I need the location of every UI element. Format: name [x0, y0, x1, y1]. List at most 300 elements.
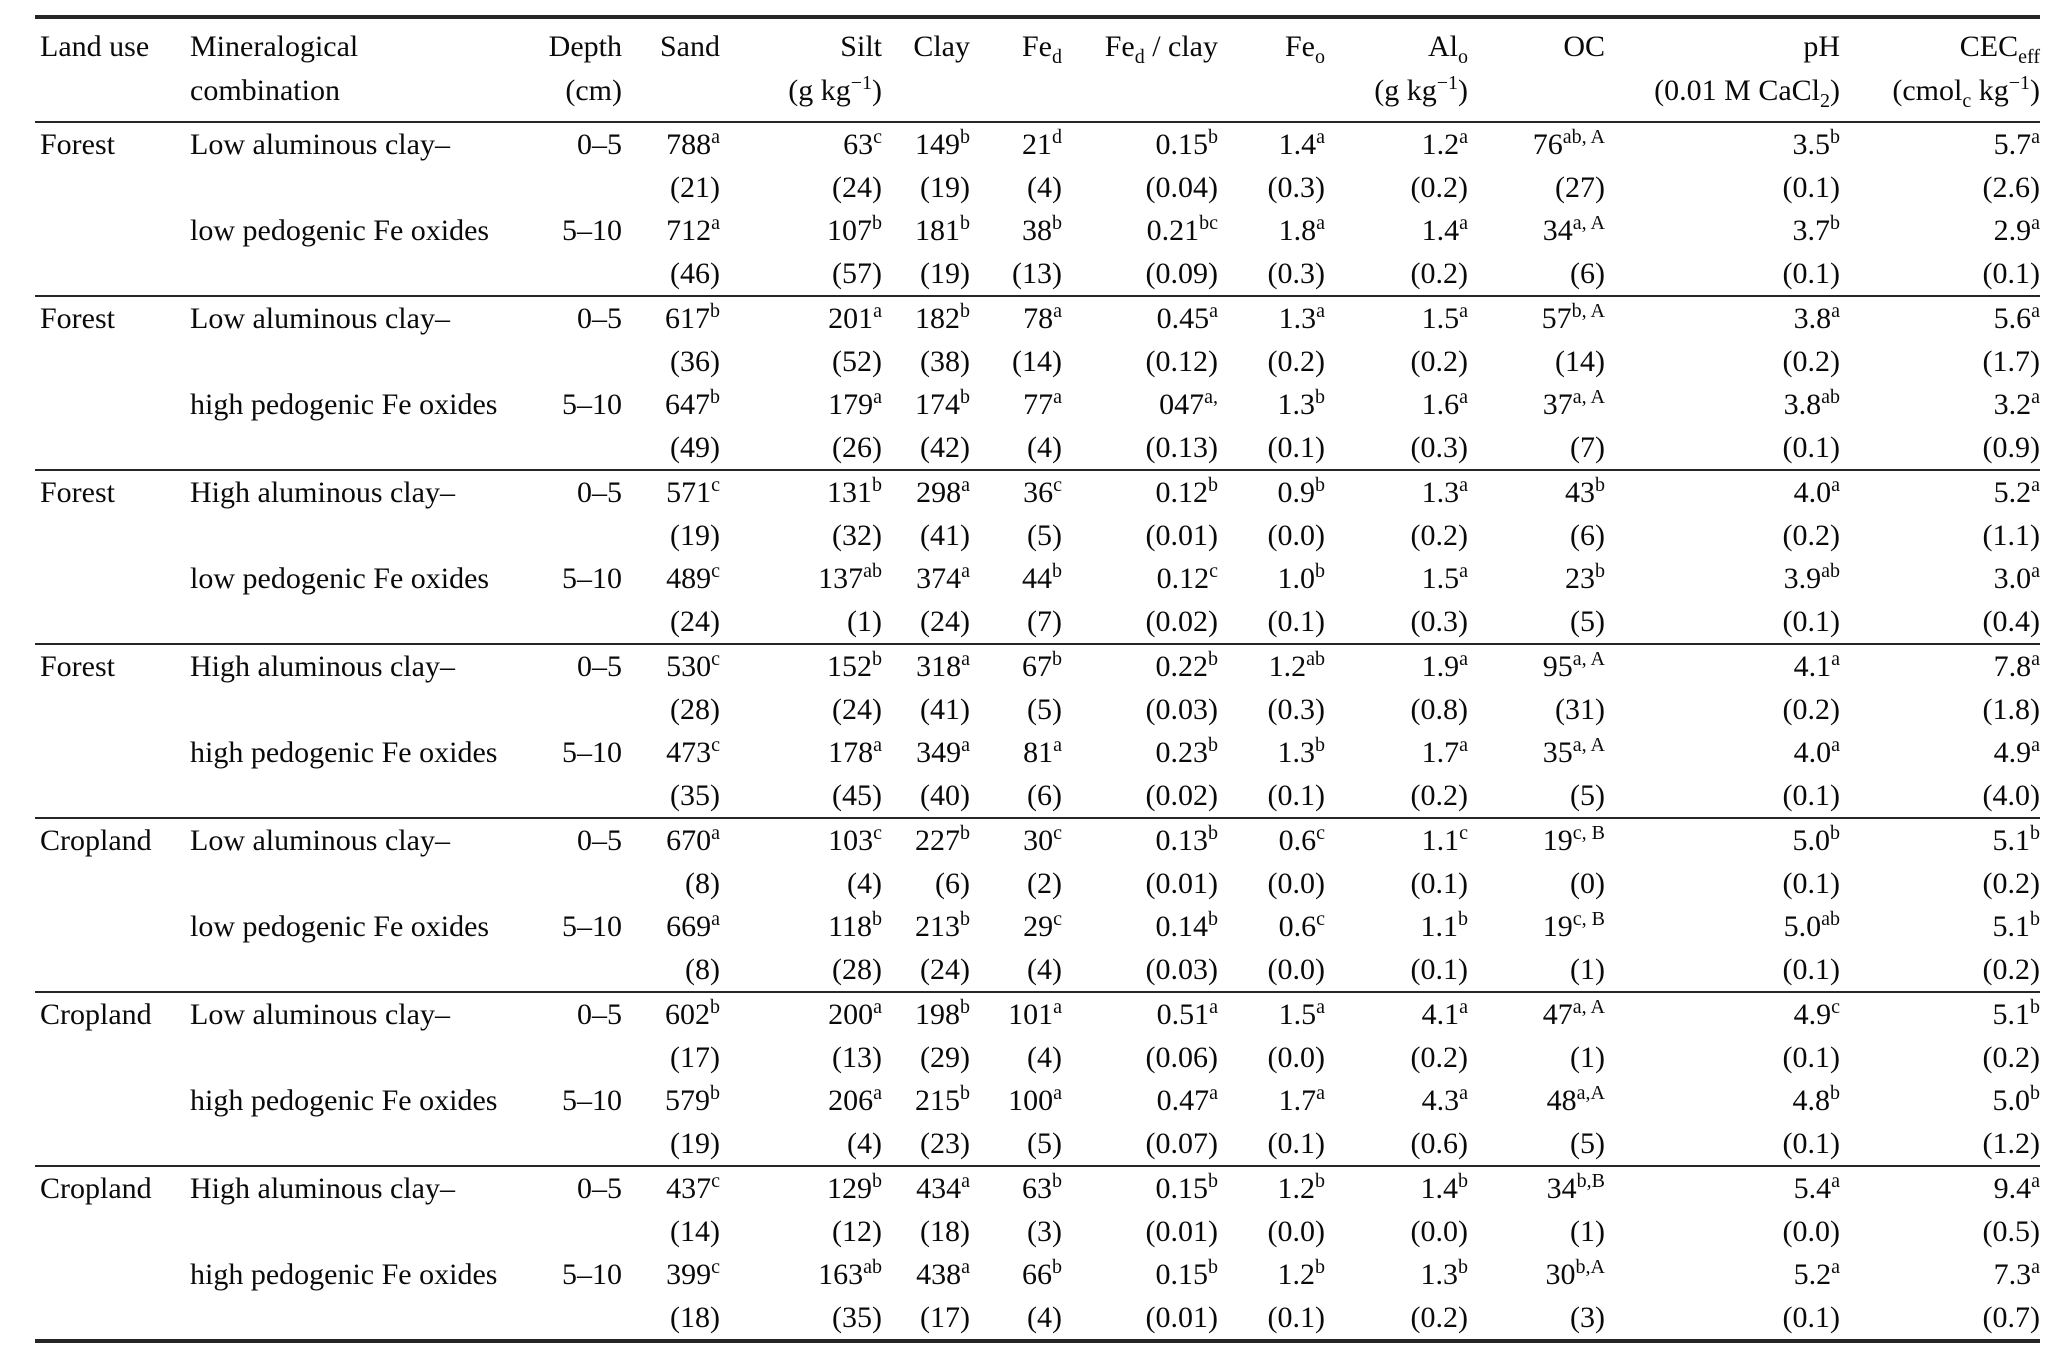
cell-fed-clay: (0.04) — [1145, 171, 1218, 204]
sd-row — [35, 774, 2040, 818]
cell-mineralogical-combination — [190, 688, 520, 731]
cell-depth — [520, 862, 622, 905]
cell-silt: (35) — [832, 1301, 882, 1334]
cell-oc: $34^{a, A}$ — [1542, 212, 1605, 247]
cell-mineralogical-combination — [190, 252, 520, 296]
cell-alo: 1.3$^b$ — [1420, 1256, 1468, 1291]
cell-cec: 9.4$^a$ — [1993, 1170, 2040, 1205]
cell-alo: (0.2) — [1410, 171, 1468, 204]
sd-row — [35, 948, 2040, 992]
cell-fed-clay: 0.45$^a$ — [1156, 300, 1218, 335]
cell-fed-clay: (0.01) — [1145, 1301, 1218, 1334]
cell-oc: (6) — [1570, 519, 1605, 552]
cell-depth: 5–10 — [562, 388, 622, 421]
cell-cec: 5.6$^a$ — [1993, 300, 2040, 335]
cell-feo: 1.2$^b$ — [1277, 1256, 1325, 1291]
cell-oc: (7) — [1570, 431, 1605, 464]
cell-ph: (0.1) — [1782, 431, 1840, 464]
cell-cec: (0.1) — [1982, 257, 2040, 290]
cell-silt: (45) — [832, 779, 882, 812]
cell-sand: (14) — [670, 1215, 720, 1248]
cell-alo: 4.3$^a$ — [1421, 1082, 1468, 1117]
cell-oc: $76^{ab, A}$ — [1532, 126, 1605, 161]
col-header-line1: $CEC_{eff}$ — [1959, 30, 2040, 68]
cell-fed: (5) — [1027, 693, 1062, 726]
cell-silt: 103$^c$ — [828, 822, 882, 857]
cell-mineralogical-combination — [190, 774, 520, 818]
cell-silt: $163^{ab}$ — [818, 1256, 882, 1291]
cell-cec: (0.4) — [1982, 605, 2040, 638]
cell-clay: 349$^a$ — [916, 734, 970, 769]
sd-row — [35, 1210, 2040, 1253]
mean-row — [35, 818, 2040, 862]
cell-clay: 182$^b$ — [915, 300, 970, 335]
cell-depth — [520, 340, 622, 383]
cell-sand: 489$^c$ — [666, 560, 720, 595]
cell-sand: (24) — [670, 605, 720, 638]
cell-oc: $30^{b,A}$ — [1545, 1256, 1605, 1291]
cell-fed-clay: 0.15$^b$ — [1155, 1256, 1218, 1291]
cell-silt: 179$^a$ — [828, 386, 882, 421]
cell-alo: 1.6$^a$ — [1421, 386, 1468, 421]
sd-row — [35, 166, 2040, 209]
sd-row — [35, 1122, 2040, 1166]
cell-clay: 149$^b$ — [915, 126, 970, 161]
cell-clay: (42) — [920, 431, 970, 464]
cell-mineralogical-combination — [190, 426, 520, 470]
cell-ph: 4.9$^c$ — [1793, 996, 1840, 1031]
cell-fed-clay: 0.15$^b$ — [1155, 126, 1218, 161]
cell-depth — [520, 1122, 622, 1166]
land-use-block — [35, 470, 2040, 644]
cell-cec: (0.9) — [1982, 431, 2040, 464]
cell-feo: 1.5$^a$ — [1278, 996, 1325, 1031]
cell-cec: (0.2) — [1982, 867, 2040, 900]
cell-depth: 0–5 — [577, 302, 622, 335]
cell-cec: 2.9$^a$ — [1993, 212, 2040, 247]
cell-oc: $19^{c, B}$ — [1542, 822, 1605, 857]
cell-alo: 1.2$^a$ — [1421, 126, 1468, 161]
cell-depth — [520, 688, 622, 731]
mean-row — [35, 557, 2040, 600]
cell-land-use — [35, 948, 190, 992]
col-header-cec — [1840, 17, 2040, 122]
cell-mineralogical-combination — [190, 340, 520, 383]
cell-land-use — [35, 731, 190, 774]
cell-feo: 1.7$^a$ — [1278, 1082, 1325, 1117]
col-header-line2 — [1218, 69, 1325, 113]
sd-row — [35, 1296, 2040, 1341]
cell-feo: 1.3$^b$ — [1277, 386, 1325, 421]
cell-feo: (0.1) — [1267, 605, 1325, 638]
cell-mineralogical-combination: high pedogenic Fe oxides — [190, 736, 498, 769]
cell-alo: 1.7$^a$ — [1421, 734, 1468, 769]
cell-sand: 437$^c$ — [666, 1170, 720, 1205]
cell-fed: 78$^a$ — [1023, 300, 1062, 335]
cell-silt: (12) — [832, 1215, 882, 1248]
cell-feo: 0.6$^c$ — [1278, 908, 1325, 943]
cell-fed-clay: 0.12$^b$ — [1155, 474, 1218, 509]
cell-ph: (0.2) — [1782, 345, 1840, 378]
cell-land-use — [35, 340, 190, 383]
cell-fed: 29$^c$ — [1023, 908, 1062, 943]
cell-fed-clay: (0.03) — [1145, 953, 1218, 986]
land-use-block — [35, 1166, 2040, 1341]
cell-ph: (0.1) — [1782, 1041, 1840, 1074]
col-header-line2 — [882, 69, 970, 113]
cell-oc: $34^{b,B}$ — [1546, 1170, 1605, 1205]
land-use-block — [35, 644, 2040, 818]
col-header-line1: $Al_o$ — [1428, 30, 1468, 68]
cell-land-use — [35, 383, 190, 426]
col-header-alo — [1325, 17, 1468, 122]
cell-fed: (4) — [1027, 1301, 1062, 1334]
cell-fed: (3) — [1027, 1215, 1062, 1248]
col-header-line2: combination — [190, 74, 340, 107]
sd-row — [35, 600, 2040, 644]
cell-alo: (0.2) — [1410, 345, 1468, 378]
cell-fed: 30$^c$ — [1023, 822, 1062, 857]
cell-fed-clay: 0.14$^b$ — [1155, 908, 1218, 943]
cell-alo: (0.1) — [1410, 867, 1468, 900]
cell-silt: 63$^c$ — [843, 126, 882, 161]
cell-mineralogical-combination: High aluminous clay– — [190, 476, 455, 509]
cell-depth: 5–10 — [562, 736, 622, 769]
cell-silt: 178$^a$ — [828, 734, 882, 769]
cell-cec: (1.8) — [1982, 693, 2040, 726]
cell-oc: $57^{b, A}$ — [1541, 300, 1605, 335]
cell-feo: 1.8$^a$ — [1278, 212, 1325, 247]
cell-sand: 571$^c$ — [666, 474, 720, 509]
cell-fed-clay: 0.13$^b$ — [1155, 822, 1218, 857]
cell-ph: 3.8$^a$ — [1793, 300, 1840, 335]
cell-sand: 669$^a$ — [666, 908, 720, 943]
cell-feo: 1.3$^a$ — [1278, 300, 1325, 335]
cell-alo: 1.4$^a$ — [1421, 212, 1468, 247]
col-header-sand — [622, 17, 720, 122]
cell-clay: (38) — [920, 345, 970, 378]
cell-ph: 5.2$^a$ — [1793, 1256, 1840, 1291]
cell-cec: 5.1$^b$ — [1992, 908, 2040, 943]
mean-row — [35, 209, 2040, 252]
cell-sand: (46) — [670, 257, 720, 290]
cell-oc: (6) — [1570, 257, 1605, 290]
cell-ph: (0.2) — [1782, 519, 1840, 552]
cell-clay: 181$^b$ — [915, 212, 970, 247]
col-header-line2 — [1468, 69, 1605, 113]
col-header-line1: $Fe_d$ — [1022, 30, 1062, 68]
cell-feo: (0.3) — [1267, 171, 1325, 204]
cell-fed-clay: (0.01) — [1145, 519, 1218, 552]
cell-fed: 38$^b$ — [1022, 212, 1062, 247]
cell-alo: (0.0) — [1410, 1215, 1468, 1248]
mean-row — [35, 122, 2040, 166]
cell-depth — [520, 774, 622, 818]
cell-land-use — [35, 862, 190, 905]
cell-fed: 63$^b$ — [1022, 1170, 1062, 1205]
cell-fed: (14) — [1012, 345, 1062, 378]
cell-sand: 647$^b$ — [665, 386, 720, 421]
mean-row — [35, 383, 2040, 426]
cell-cec: 7.8$^a$ — [1993, 648, 2040, 683]
mean-row — [35, 731, 2040, 774]
cell-depth: 0–5 — [577, 998, 622, 1031]
cell-sand: (18) — [670, 1301, 720, 1334]
cell-sand: 579$^b$ — [665, 1082, 720, 1117]
col-header-mineralogical-combination — [190, 17, 520, 122]
cell-clay: 227$^b$ — [915, 822, 970, 857]
cell-oc: 43$^b$ — [1565, 474, 1605, 509]
cell-oc: (14) — [1555, 345, 1605, 378]
land-use-block — [35, 122, 2040, 296]
cell-mineralogical-combination: low pedogenic Fe oxides — [190, 562, 490, 595]
cell-sand: 788$^a$ — [666, 126, 720, 161]
cell-fed: (7) — [1027, 605, 1062, 638]
cell-depth — [520, 166, 622, 209]
cell-mineralogical-combination — [190, 1036, 520, 1079]
cell-sand: (8) — [685, 867, 720, 900]
cell-feo: (0.1) — [1267, 1127, 1325, 1160]
cell-clay: 198$^b$ — [915, 996, 970, 1031]
cell-ph: 3.8$^{ab}$ — [1783, 386, 1840, 421]
cell-ph: 3.7$^b$ — [1792, 212, 1840, 247]
cell-ph: (0.1) — [1782, 171, 1840, 204]
cell-clay: 438$^a$ — [916, 1256, 970, 1291]
cell-fed-clay: (0.07) — [1145, 1127, 1218, 1160]
cell-feo: (0.1) — [1267, 431, 1325, 464]
cell-land-use — [35, 426, 190, 470]
cell-cec: 5.7$^a$ — [1993, 126, 2040, 161]
cell-fed: (5) — [1027, 1127, 1062, 1160]
cell-depth — [520, 252, 622, 296]
cell-silt: 131$^b$ — [827, 474, 882, 509]
mean-row — [35, 296, 2040, 340]
land-use-block — [35, 992, 2040, 1166]
cell-land-use: Forest — [40, 476, 115, 509]
sd-row — [35, 1036, 2040, 1079]
cell-fed: (4) — [1027, 171, 1062, 204]
cell-ph: (0.1) — [1782, 257, 1840, 290]
cell-fed-clay: 0.22$^b$ — [1155, 648, 1218, 683]
cell-alo: (0.2) — [1410, 779, 1468, 812]
cell-silt: 129$^b$ — [827, 1170, 882, 1205]
cell-feo: 1.2$^b$ — [1277, 1170, 1325, 1205]
cell-clay: (40) — [920, 779, 970, 812]
cell-cec: 5.2$^a$ — [1993, 474, 2040, 509]
cell-mineralogical-combination — [190, 862, 520, 905]
cell-clay: 174$^b$ — [915, 386, 970, 421]
cell-oc: $35^{a, A}$ — [1542, 734, 1605, 769]
cell-oc: (5) — [1570, 605, 1605, 638]
cell-feo: 1.3$^b$ — [1277, 734, 1325, 769]
cell-silt: (28) — [832, 953, 882, 986]
cell-mineralogical-combination: Low aluminous clay– — [190, 998, 450, 1031]
cell-sand: 712$^a$ — [666, 212, 720, 247]
cell-oc: (5) — [1570, 779, 1605, 812]
header-row — [35, 17, 2040, 122]
cell-land-use: Cropland — [40, 824, 152, 857]
cell-feo: 1.0$^b$ — [1277, 560, 1325, 595]
cell-depth — [520, 1210, 622, 1253]
cell-cec: (1.2) — [1982, 1127, 2040, 1160]
cell-fed: (2) — [1027, 867, 1062, 900]
cell-depth — [520, 600, 622, 644]
cell-clay: 213$^b$ — [915, 908, 970, 943]
land-use-block — [35, 818, 2040, 992]
cell-land-use: Cropland — [40, 998, 152, 1031]
cell-fed: 36$^c$ — [1023, 474, 1062, 509]
cell-fed: (4) — [1027, 1041, 1062, 1074]
cell-mineralogical-combination — [190, 1122, 520, 1166]
cell-depth — [520, 948, 622, 992]
cell-ph: (0.0) — [1782, 1215, 1840, 1248]
cell-silt: (52) — [832, 345, 882, 378]
table-header — [35, 17, 2040, 122]
mean-row — [35, 1253, 2040, 1296]
cell-fed: 67$^b$ — [1022, 648, 1062, 683]
cell-sand: (8) — [685, 953, 720, 986]
cell-clay: (24) — [920, 953, 970, 986]
cell-mineralogical-combination: Low aluminous clay– — [190, 824, 450, 857]
cell-cec: (1.7) — [1982, 345, 2040, 378]
cell-alo: 1.5$^a$ — [1421, 560, 1468, 595]
cell-mineralogical-combination — [190, 166, 520, 209]
cell-fed-clay: 0.51$^a$ — [1156, 996, 1218, 1031]
cell-depth — [520, 514, 622, 557]
cell-oc: $48^{a,A}$ — [1546, 1082, 1605, 1117]
cell-feo: (0.3) — [1267, 693, 1325, 726]
cell-fed-clay: 0.21$^{bc}$ — [1146, 212, 1218, 247]
cell-oc: (1) — [1570, 1041, 1605, 1074]
cell-feo: (0.0) — [1267, 1215, 1325, 1248]
cell-land-use — [35, 1122, 190, 1166]
cell-clay: 215$^b$ — [915, 1082, 970, 1117]
cell-sand: 473$^c$ — [666, 734, 720, 769]
cell-fed: (13) — [1012, 257, 1062, 290]
cell-alo: (0.8) — [1410, 693, 1468, 726]
col-header-line1: $Fe_o$ — [1285, 30, 1325, 68]
sd-row — [35, 514, 2040, 557]
col-header-line2: (cm) — [565, 74, 622, 107]
cell-silt: 200$^a$ — [828, 996, 882, 1031]
cell-alo: (0.3) — [1410, 431, 1468, 464]
cell-land-use — [35, 514, 190, 557]
col-header-line1: $Fe_d$ / clay — [1104, 30, 1218, 68]
cell-alo: (0.2) — [1410, 1041, 1468, 1074]
cell-clay: (17) — [920, 1301, 970, 1334]
cell-feo: (0.0) — [1267, 953, 1325, 986]
mean-row — [35, 1166, 2040, 1210]
cell-silt: (24) — [832, 693, 882, 726]
cell-land-use: Forest — [40, 650, 115, 683]
cell-cec: (2.6) — [1982, 171, 2040, 204]
cell-ph: 4.1$^a$ — [1793, 648, 1840, 683]
cell-sand: 602$^b$ — [665, 996, 720, 1031]
cell-ph: 5.0$^{ab}$ — [1783, 908, 1840, 943]
cell-cec: 5.0$^b$ — [1992, 1082, 2040, 1117]
cell-ph: 5.0$^b$ — [1792, 822, 1840, 857]
mean-row — [35, 470, 2040, 514]
col-header-feo — [1218, 17, 1325, 122]
cell-fed-clay: (0.13) — [1145, 431, 1218, 464]
cell-ph: 3.9$^{ab}$ — [1783, 560, 1840, 595]
col-header-line2: (g $kg^{-1}$) — [1374, 72, 1468, 107]
cell-silt: 201$^a$ — [828, 300, 882, 335]
cell-fed-clay: (0.02) — [1145, 605, 1218, 638]
cell-fed: (4) — [1027, 953, 1062, 986]
cell-cec: 4.9$^a$ — [1993, 734, 2040, 769]
col-header-fed-clay — [1062, 17, 1218, 122]
cell-land-use — [35, 1079, 190, 1122]
cell-oc: (1) — [1570, 953, 1605, 986]
cell-mineralogical-combination: low pedogenic Fe oxides — [190, 910, 490, 943]
cell-sand: (49) — [670, 431, 720, 464]
cell-mineralogical-combination — [190, 600, 520, 644]
cell-silt: 107$^b$ — [827, 212, 882, 247]
cell-feo: 0.9$^b$ — [1277, 474, 1325, 509]
cell-oc: (3) — [1570, 1301, 1605, 1334]
cell-mineralogical-combination: Low aluminous clay– — [190, 302, 450, 335]
cell-fed: 44$^b$ — [1022, 560, 1062, 595]
sd-row — [35, 340, 2040, 383]
cell-mineralogical-combination: Low aluminous clay– — [190, 128, 450, 161]
cell-feo: (0.0) — [1267, 519, 1325, 552]
cell-alo: 1.3$^a$ — [1421, 474, 1468, 509]
cell-oc: (5) — [1570, 1127, 1605, 1160]
cell-cec: (1.1) — [1982, 519, 2040, 552]
cell-feo: (0.0) — [1267, 1041, 1325, 1074]
cell-clay: (19) — [920, 257, 970, 290]
cell-clay: (41) — [920, 693, 970, 726]
mean-row — [35, 1079, 2040, 1122]
cell-mineralogical-combination: high pedogenic Fe oxides — [190, 1084, 498, 1117]
cell-land-use — [35, 774, 190, 818]
cell-silt: 206$^a$ — [828, 1082, 882, 1117]
cell-fed: 21$^d$ — [1022, 126, 1062, 161]
cell-depth: 0–5 — [577, 824, 622, 857]
cell-land-use — [35, 905, 190, 948]
cell-depth: 5–10 — [562, 1084, 622, 1117]
col-header-line1: pH — [1803, 30, 1840, 63]
cell-clay: (24) — [920, 605, 970, 638]
cell-ph: (0.2) — [1782, 693, 1840, 726]
cell-feo: (0.1) — [1267, 1301, 1325, 1334]
cell-oc: (27) — [1555, 171, 1605, 204]
cell-oc: $37^{a, A}$ — [1542, 386, 1605, 421]
cell-feo: (0.0) — [1267, 867, 1325, 900]
cell-fed-clay: 0.12$^c$ — [1156, 560, 1218, 595]
cell-alo: 4.1$^a$ — [1421, 996, 1468, 1031]
cell-ph: 4.0$^a$ — [1793, 734, 1840, 769]
cell-ph: 4.8$^b$ — [1792, 1082, 1840, 1117]
cell-mineralogical-combination: low pedogenic Fe oxides — [190, 214, 490, 247]
cell-sand: 617$^b$ — [665, 300, 720, 335]
col-header-line2 — [40, 69, 190, 113]
col-header-silt — [720, 17, 882, 122]
cell-ph: (0.1) — [1782, 1127, 1840, 1160]
cell-fed-clay: (0.12) — [1145, 345, 1218, 378]
cell-clay: (18) — [920, 1215, 970, 1248]
cell-clay: (19) — [920, 171, 970, 204]
cell-oc: 23$^b$ — [1565, 560, 1605, 595]
cell-depth: 0–5 — [577, 650, 622, 683]
cell-fed: 66$^b$ — [1022, 1256, 1062, 1291]
cell-fed: 100$^a$ — [1008, 1082, 1062, 1117]
cell-depth: 5–10 — [562, 562, 622, 595]
cell-fed: 77$^a$ — [1023, 386, 1062, 421]
cell-cec: (0.5) — [1982, 1215, 2040, 1248]
cell-ph: 5.4$^a$ — [1793, 1170, 1840, 1205]
